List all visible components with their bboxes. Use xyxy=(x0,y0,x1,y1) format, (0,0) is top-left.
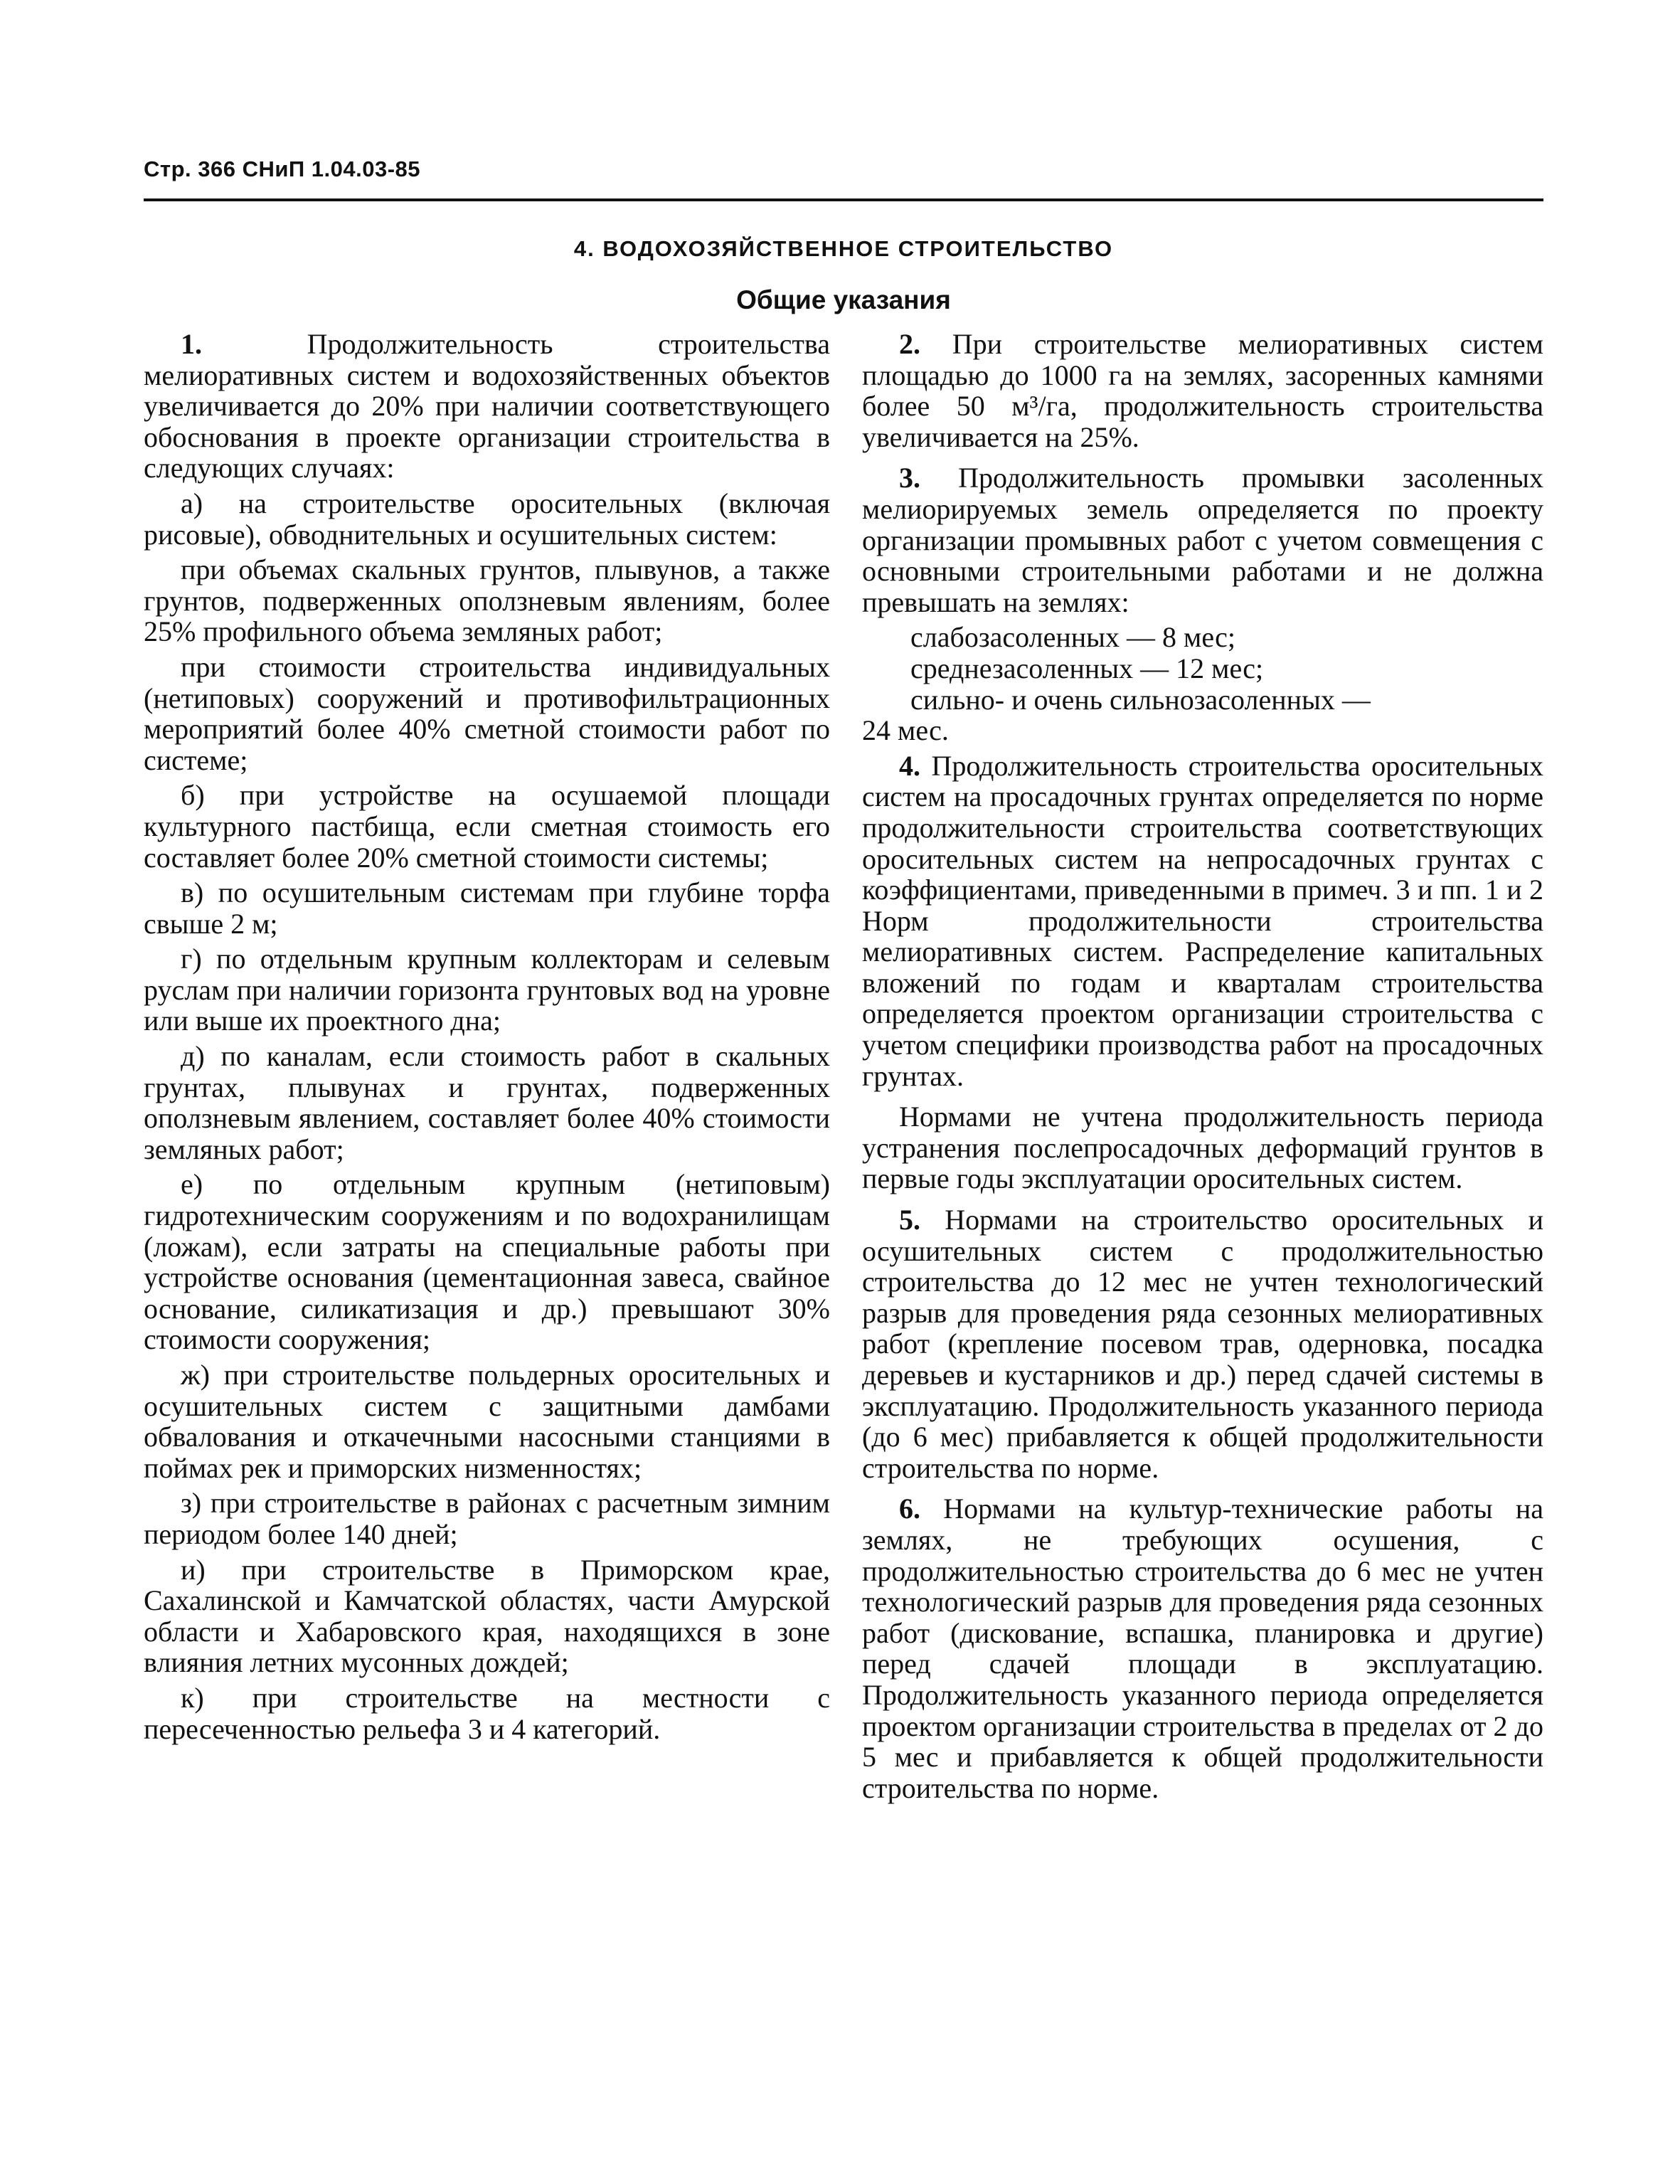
paragraph-text: Продолжительность строительства оросительных систем на просадочных грунтах определяется по норме продолжительности строительства соответствующих оросительных систем на непросадочных грунтах с коэффициентами, приведенными в примеч. 3 и пп. 1 и 2 Норм продолжительности строительства мелиоративных систем. Распределение капитальных вложений по годам и кварталам строительства определяется проектом организации строительства с учетом специфики производства работ на просадочных грунтах. xyxy=(862,749,1543,1092)
paragraph-number: 4. xyxy=(899,749,920,782)
paragraph-2 xyxy=(862,329,1543,452)
item-v: в) по осушительным системам при глубине торфа свыше 2 м; xyxy=(144,876,830,940)
paragraph-number: 2. xyxy=(899,328,920,360)
paragraph-number: 1. xyxy=(181,328,202,360)
item-zh: ж) при строительстве польдерных оросительных и осушительных систем с защитными дамбами обвалования и откачечными насосными станциями в поймах рек и приморских низменностях; xyxy=(144,1359,830,1484)
salinity-item-medium: среднезасоленных — 12 мес; xyxy=(910,652,1264,684)
item-d: д) по каналам, если стоимость работ в скальных грунтах, плывунах и грунтах, подверженных оползневым явлением, составляет более 40% стоимости земляных работ; xyxy=(144,1040,830,1165)
paragraph-number: 6. xyxy=(899,1493,920,1525)
salinity-item-weak: слабозасоленных — 8 мес; xyxy=(910,621,1235,654)
paragraph-4-note: Нормами не учтена продолжительность периода устранения послепросадочных деформаций грунтов в первые годы эксплуатации оросительных систем. xyxy=(862,1101,1543,1195)
paragraph-text: Нормами на культур-технические работы на землях, не требующих осушения, с продолжительностью строительства до 6 мес не учтен технологический разрыв для проведения ряда сезонных работ (дискование, вспашка, планировка и другие) перед сдачей площади в эксплуатацию. Продолжительность указанного периода определяется проектом организации строительства в пределах от 2 до 5 мес и прибавляется к общей продолжительности строительства по норме. xyxy=(862,1493,1543,1804)
paragraph-text: При строительстве мелиоративных систем площадью до 1000 га на землях, засоренных камнями более 50 м³/га, продолжительность строительства увеличивается на 25%. xyxy=(862,328,1543,453)
paragraph-5 xyxy=(862,1204,1543,1483)
salinity-item-strong-value: 24 мес. xyxy=(862,714,949,747)
paragraph-1 xyxy=(144,329,830,484)
paragraph-4 xyxy=(862,751,1543,1092)
paragraph-text: Продолжительность промывки засоленных мелиорируемых земель определяется по проекту организации промывных работ с учетом совмещения с основными строительными работами и не должна превышать на землях: xyxy=(862,462,1543,618)
section-title: 4. ВОДОХОЗЯЙСТВЕННОЕ СТРОИТЕЛЬСТВО xyxy=(573,236,1114,261)
item-b: б) при устройстве на осушаемой площади культурного пастбища, если сметная стоимость его составляет более 20% сметной стоимости системы; xyxy=(144,779,830,874)
item-a: а) на строительстве оросительных (включая рисовые), обводнительных и осушительных систем: xyxy=(144,487,830,551)
left-column xyxy=(144,329,830,1749)
item-i: и) при строительстве в Приморском крае, Сахалинской и Камчатской областях, части Амурской области и Хабаровского края, находящихся в зоне влияния летних мусонных дождей; xyxy=(144,1553,830,1679)
paragraph-3 xyxy=(862,462,1543,617)
page-header: Стр. 366 СНиП 1.04.03-85 xyxy=(144,157,421,181)
paragraph-number: 3. xyxy=(899,462,920,494)
paragraph-6 xyxy=(862,1493,1543,1803)
item-g: г) по отдельным крупным коллекторам и селевым руслам при наличии горизонта грунтовых вод на уровне или выше их проектного дна; xyxy=(144,943,830,1037)
right-column xyxy=(862,329,1543,1808)
header-rule xyxy=(144,198,1543,201)
subsection-title: Общие указания xyxy=(736,285,951,314)
paragraph-text: Продолжительность строительства мелиоративных систем и водохозяйственных объектов увеличивается до 20% при наличии соответствующего обоснования в проекте организации строительства в следующих случаях: xyxy=(144,328,830,484)
paragraph-number: 5. xyxy=(899,1204,920,1236)
item-z: з) при строительстве в районах с расчетным зимним периодом более 140 дней; xyxy=(144,1487,830,1550)
item-k: к) при строительстве на местности с пересеченностью рельефа 3 и 4 категорий. xyxy=(144,1681,830,1745)
item-e: е) по отдельным крупным (нетиповым) гидротехническим сооружениям и по водохранилищам (ложам), если затраты на специальные работы при устройстве основания (цементационная завеса, свайное основание, силикатизация и др.) превышают 30% стоимости сооружения; xyxy=(144,1168,830,1356)
item-a-rock-soils: при объемах скальных грунтов, плывунов, а также грунтов, подверженных оползневым явлениям, более 25% профильного объема земляных работ; xyxy=(144,553,830,648)
salinity-item-strong: сильно- и очень сильнозасоленных — xyxy=(910,683,1371,716)
item-a-individual-structures: при стоимости строительства индивидуальных (нетиповых) сооружений и противофильтрационных мероприятий более 40% сметной стоимости работ по системе; xyxy=(144,650,830,776)
paragraph-text: Нормами на строительство оросительных и осушительных систем с продолжительностью строительства до 12 мес не учтен технологический разрыв для проведения ряда сезонных мелиоративных работ (крепление посевом трав, одерновка, посадка деревьев и кустарников и др.) перед сдачей системы в эксплуатацию. Продолжительность указанного периода (до 6 мес) прибавляется к общей продолжительности строительства по норме. xyxy=(862,1204,1543,1484)
